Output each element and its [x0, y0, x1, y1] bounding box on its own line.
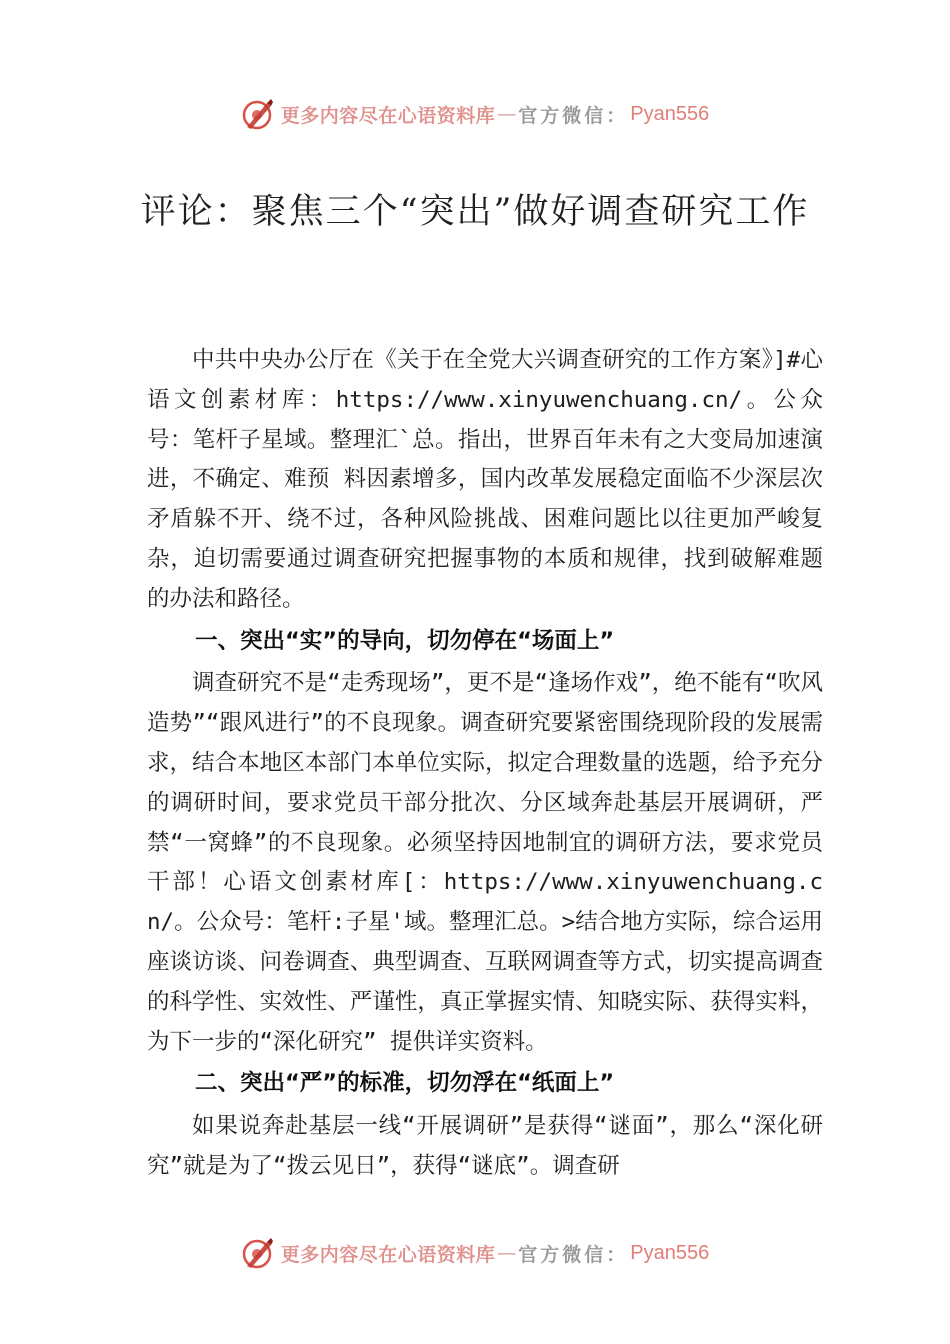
intro-paragraph: 中共中央办公厅在《关于在全党大兴调查研究的工作方案》]#心语文创素材库：https://www.xinyuwenchuang.cn/。公众号：笔杆子星域。整理汇`总。指出，世界百年未有之大变局加速演进，不确定、难预 料因素增多，国内改革发展稳定面临不少深层次矛盾躲不开、绕不过，各种风险挑战、困难问题比以往更加严峻复杂，迫切需要通过调查研究把握事物的本质和规律，找到破解难题 的办法和路径。 [147, 347, 823, 612]
watermark-wechat-label: 官方微信： [518, 1243, 629, 1266]
watermark-wechat-label: 官方微信： [518, 104, 629, 127]
pen-logo-icon [241, 97, 275, 131]
watermark-header [0, 94, 950, 134]
pen-logo-icon [241, 1236, 275, 1270]
watermark-wechat-id: Pyan556 [630, 102, 710, 125]
watermark-footer [0, 1233, 950, 1273]
section-heading-1: 一、突出“实”的导向，切勿停在“场面上” [195, 627, 615, 654]
section-heading-2: 二、突出“严”的标准，切勿浮在“纸面上” [195, 1070, 615, 1097]
watermark-wechat-id: Pyan556 [630, 1241, 710, 1264]
article-title: 评论：聚焦三个“突出”做好调查研究工作 [140, 192, 810, 232]
watermark-dash: — [497, 103, 517, 125]
article-body [147, 341, 823, 1187]
section-2-paragraph: 如果说奔赴基层一线“开展调研”是获得“谜面”，那么“深化研究”就是为了“拨云见日”，获得“谜底”。调查研 [147, 1113, 823, 1179]
watermark-brand: 更多内容尽在心语资料库 [280, 1243, 496, 1266]
section-1-paragraph: 调查研究不是“走秀现场”，更不是“逢场作戏”，绝不能有“吹风造势”“跟风进行”的不良现象。调查研究要紧密围绕现阶段的发展需求，结合本地区本部门本单位实际，拟定合理数量的选题，给予充分的调研时间，要求党员干部分批次、分区域奔赴基层开展调研，严禁“一窝蜂”的不良现象。必须坚持因地制宜的调研方法，要求党员干部！心语文创素材库[：https://www.xinyuwenchuang.cn/。公众号：笔杆:子星'域。整理汇总。>结合地方实际，综合运用座谈访谈、问卷调查、典型调查、互联网调查等方式，切实提高调查的科学性、实效性、严谨性，真正掌握实情、知晓实际、获得实料，为下一步的“深化研究” 提供详实资料。 [147, 670, 823, 1055]
watermark-dash: — [497, 1242, 517, 1264]
watermark-brand: 更多内容尽在心语资料库 [280, 104, 496, 127]
